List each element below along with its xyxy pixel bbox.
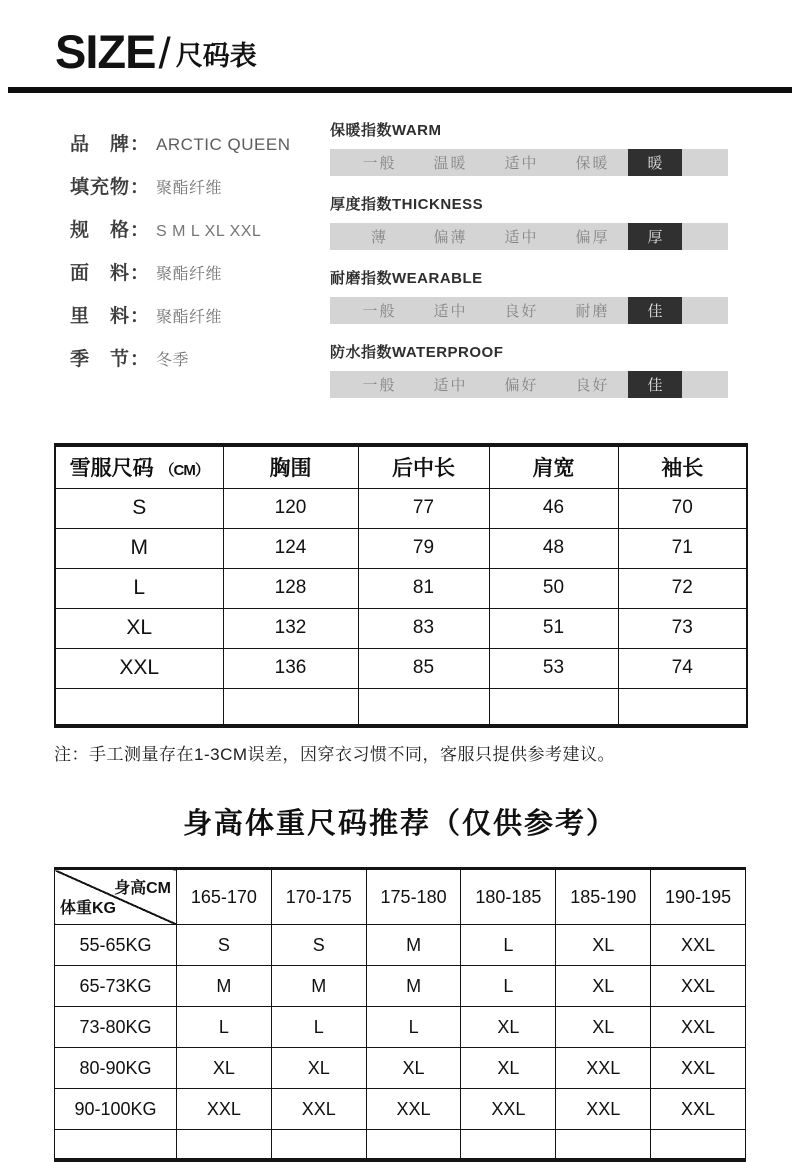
attr-label: 填充物： xyxy=(70,177,151,198)
height-header-cell: 175-180 xyxy=(366,869,461,925)
rec-size-cell: L xyxy=(177,1007,272,1048)
table-cell: 79 xyxy=(358,528,489,568)
title-slash-separator: / xyxy=(158,29,171,78)
index-level: 适中 xyxy=(433,303,468,320)
rec-size-cell: XL xyxy=(271,1048,366,1089)
table-cell: 73 xyxy=(618,608,747,648)
rec-size-cell: S xyxy=(177,925,272,966)
size-table-row xyxy=(55,488,747,528)
rec-size-cell: XL xyxy=(556,966,651,1007)
attr-label: 里 料： xyxy=(70,306,151,327)
weight-cell: 73-80KG xyxy=(55,1007,177,1048)
rec-table-empty-row xyxy=(55,1130,746,1160)
empty-cell xyxy=(271,1130,366,1160)
index-level-active: 暖 xyxy=(628,149,682,176)
rec-size-cell: XXL xyxy=(651,966,746,1007)
rec-size-cell: M xyxy=(177,966,272,1007)
page-title xyxy=(55,24,800,80)
index-bar-spacer xyxy=(682,223,728,250)
corner-height-label: 身高CM xyxy=(114,880,171,897)
index-group-waterproof xyxy=(330,341,728,398)
table-cell: 136 xyxy=(223,648,358,688)
attr-value: 聚酯纤维 xyxy=(156,309,223,326)
size-table-row xyxy=(55,568,747,608)
index-group-thickness xyxy=(330,193,728,250)
corner-weight-label: 体重KG xyxy=(60,900,117,917)
index-bar-thickness xyxy=(330,223,728,250)
rec-size-cell: XL xyxy=(461,1007,556,1048)
rec-table-row xyxy=(55,925,746,966)
empty-cell xyxy=(651,1130,746,1160)
page-title-zh: 尺码表 xyxy=(175,41,257,71)
rec-size-cell: S xyxy=(271,925,366,966)
rec-size-cell: XXL xyxy=(271,1089,366,1130)
rec-size-cell: XL xyxy=(461,1048,556,1089)
index-level: 温暖 xyxy=(433,155,468,172)
table-cell: 51 xyxy=(489,608,618,648)
rec-size-cell: L xyxy=(461,925,556,966)
index-level: 良好 xyxy=(575,377,610,394)
table-cell: 72 xyxy=(618,568,747,608)
size-table-header-unit: （CM） xyxy=(159,462,209,480)
rec-table-row xyxy=(55,966,746,1007)
attr-label: 季 节： xyxy=(70,349,151,370)
rec-size-cell: XXL xyxy=(366,1089,461,1130)
size-table-header-cell: 袖长 xyxy=(618,445,747,488)
index-level: 适中 xyxy=(433,377,468,394)
index-level: 偏薄 xyxy=(433,229,468,246)
index-level: 一般 xyxy=(362,303,397,320)
rec-table-row xyxy=(55,1048,746,1089)
index-bar-spacer xyxy=(682,371,728,398)
index-bars xyxy=(330,119,728,415)
height-header-cell: 165-170 xyxy=(177,869,272,925)
recommendation-title: 身高体重尺码推荐（仅供参考） xyxy=(182,808,617,840)
index-title: 防水指数WATERPROOF xyxy=(330,344,504,361)
attr-row-spec xyxy=(70,215,330,242)
table-cell: 71 xyxy=(618,528,747,568)
rec-table-row xyxy=(55,1007,746,1048)
attr-row-filling xyxy=(70,172,330,199)
index-level: 耐磨 xyxy=(575,303,610,320)
rec-size-cell: XXL xyxy=(651,1007,746,1048)
height-header-cell: 170-175 xyxy=(271,869,366,925)
attr-value: 聚酯纤维 xyxy=(156,180,223,197)
empty-cell xyxy=(366,1130,461,1160)
rec-size-cell: XXL xyxy=(177,1089,272,1130)
table-cell: 132 xyxy=(223,608,358,648)
attr-row-brand xyxy=(70,129,330,156)
size-table-header-cell: 胸围 xyxy=(223,445,358,488)
rec-table-row xyxy=(55,1089,746,1130)
index-level: 一般 xyxy=(362,155,397,172)
size-cell: XXL xyxy=(55,648,223,688)
height-header-cell: 190-195 xyxy=(651,869,746,925)
index-bar-spacer xyxy=(682,297,728,324)
weight-cell: 65-73KG xyxy=(55,966,177,1007)
index-bar-wearable xyxy=(330,297,728,324)
size-table-empty-row xyxy=(55,688,747,726)
rec-size-cell: XXL xyxy=(461,1089,556,1130)
table-cell: 85 xyxy=(358,648,489,688)
index-group-wearable xyxy=(330,267,728,324)
weight-cell: 90-100KG xyxy=(55,1089,177,1130)
rec-size-cell: XXL xyxy=(556,1048,651,1089)
rec-size-cell: XXL xyxy=(556,1089,651,1130)
rec-size-cell: XL xyxy=(366,1048,461,1089)
page-title-en: SIZE xyxy=(55,25,156,78)
index-title: 厚度指数THICKNESS xyxy=(330,196,484,213)
index-level: 适中 xyxy=(504,229,539,246)
size-table-row xyxy=(55,648,747,688)
index-title: 耐磨指数WEARABLE xyxy=(330,270,483,287)
height-header-cell: 185-190 xyxy=(556,869,651,925)
index-level: 偏厚 xyxy=(575,229,610,246)
index-group-warm xyxy=(330,119,728,176)
size-table-row xyxy=(55,528,747,568)
table-cell: 124 xyxy=(223,528,358,568)
index-title: 保暖指数WARM xyxy=(330,122,442,139)
index-level-active: 佳 xyxy=(628,371,682,398)
attr-row-lining xyxy=(70,301,330,328)
rec-size-cell: M xyxy=(366,966,461,1007)
size-cell: L xyxy=(55,568,223,608)
empty-cell xyxy=(223,688,358,726)
attr-value: 聚酯纤维 xyxy=(156,266,223,283)
table-cell: 50 xyxy=(489,568,618,608)
size-cell: XL xyxy=(55,608,223,648)
weight-cell: 55-65KG xyxy=(55,925,177,966)
rec-size-cell: L xyxy=(366,1007,461,1048)
corner-header-cell xyxy=(55,869,177,925)
size-table xyxy=(54,443,748,728)
size-table-header-cell: 肩宽 xyxy=(489,445,618,488)
measurement-note: 注：手工测量存在1-3CM误差，因穿衣习惯不同，客服只提供参考建议。 xyxy=(54,745,616,764)
rec-table-header-row xyxy=(55,869,746,925)
size-table-header-cell xyxy=(55,445,223,488)
index-level-active: 佳 xyxy=(628,297,682,324)
rec-size-cell: XXL xyxy=(651,925,746,966)
index-bar-warm xyxy=(330,149,728,176)
rec-size-cell: M xyxy=(271,966,366,1007)
empty-cell xyxy=(618,688,747,726)
rec-size-cell: XL xyxy=(177,1048,272,1089)
table-cell: 83 xyxy=(358,608,489,648)
empty-cell xyxy=(489,688,618,726)
empty-cell xyxy=(55,688,223,726)
index-level: 保暖 xyxy=(575,155,610,172)
empty-cell xyxy=(358,688,489,726)
size-cell: S xyxy=(55,488,223,528)
table-cell: 120 xyxy=(223,488,358,528)
recommendation-table xyxy=(54,867,746,1162)
table-cell: 128 xyxy=(223,568,358,608)
index-level: 偏好 xyxy=(504,377,539,394)
rec-size-cell: XL xyxy=(556,1007,651,1048)
size-table-row xyxy=(55,608,747,648)
index-level: 良好 xyxy=(504,303,539,320)
empty-cell xyxy=(461,1130,556,1160)
attr-label: 品 牌： xyxy=(70,134,151,155)
table-cell: 74 xyxy=(618,648,747,688)
rec-size-cell: M xyxy=(366,925,461,966)
attr-row-season xyxy=(70,344,330,371)
index-bar-waterproof xyxy=(330,371,728,398)
table-cell: 53 xyxy=(489,648,618,688)
table-cell: 81 xyxy=(358,568,489,608)
empty-cell xyxy=(177,1130,272,1160)
index-level-active: 厚 xyxy=(628,223,682,250)
rec-size-cell: L xyxy=(271,1007,366,1048)
size-cell: M xyxy=(55,528,223,568)
index-level: 适中 xyxy=(504,155,539,172)
table-cell: 48 xyxy=(489,528,618,568)
product-attributes xyxy=(70,119,330,415)
index-level: 一般 xyxy=(362,377,397,394)
rec-size-cell: XXL xyxy=(651,1048,746,1089)
size-table-header-cell: 后中长 xyxy=(358,445,489,488)
empty-cell xyxy=(556,1130,651,1160)
attr-label: 面 料： xyxy=(70,263,151,284)
header-divider xyxy=(8,87,792,93)
rec-size-cell: L xyxy=(461,966,556,1007)
index-bar-spacer xyxy=(682,149,728,176)
table-cell: 46 xyxy=(489,488,618,528)
attr-value: S M L XL XXL xyxy=(156,223,262,240)
attr-label: 规 格： xyxy=(70,220,151,241)
empty-cell xyxy=(55,1130,177,1160)
attr-row-fabric xyxy=(70,258,330,285)
rec-size-cell: XXL xyxy=(651,1089,746,1130)
index-level: 薄 xyxy=(370,229,388,246)
rec-size-cell: XL xyxy=(556,925,651,966)
table-cell: 70 xyxy=(618,488,747,528)
size-table-header-row xyxy=(55,445,747,488)
weight-cell: 80-90KG xyxy=(55,1048,177,1089)
table-cell: 77 xyxy=(358,488,489,528)
height-header-cell: 180-185 xyxy=(461,869,556,925)
attr-value: 冬季 xyxy=(156,352,190,369)
product-info-section xyxy=(70,119,800,415)
size-table-header-main: 雪服尺码 xyxy=(69,457,154,481)
attr-value: ARCTIC QUEEN xyxy=(156,135,291,154)
